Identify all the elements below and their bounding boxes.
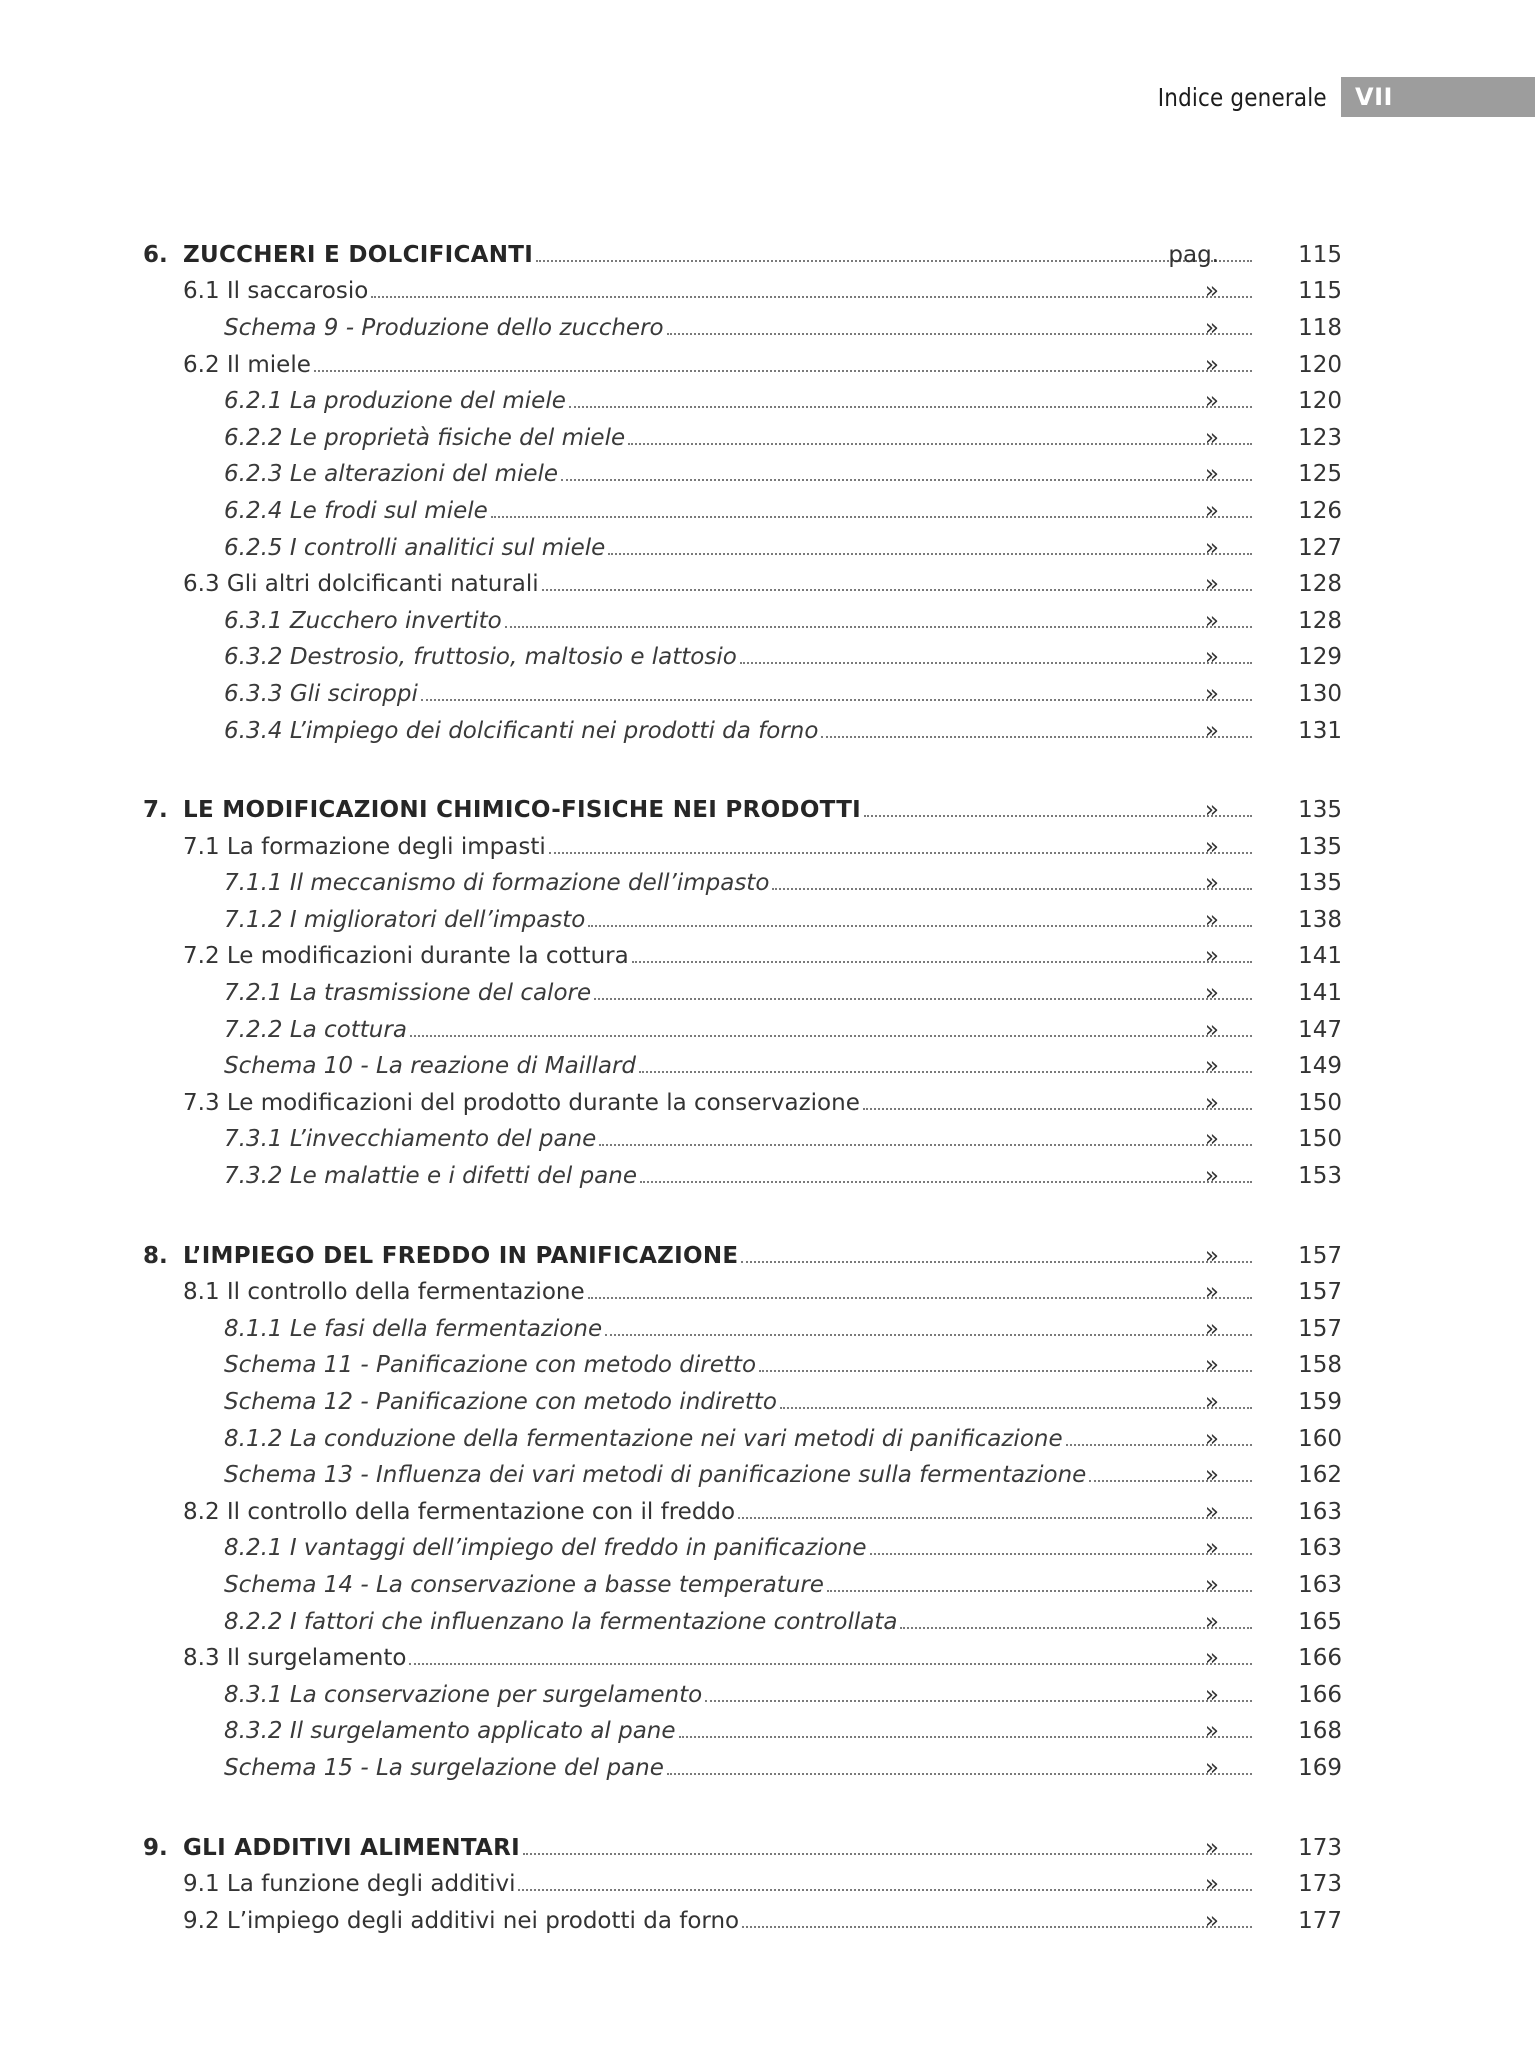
toc-entry-label: Schema 15 - La surgelazione del pane	[224, 1754, 664, 1781]
toc-entry	[183, 1647, 1256, 1670]
toc-entry-label: 6.2.3 Le alterazioni del miele	[224, 461, 559, 488]
dot-leader	[588, 925, 1252, 927]
page-prefix: »	[1204, 1608, 1219, 1635]
page-prefix: »	[1204, 1535, 1219, 1562]
toc-entry-label: LE MODIFICAZIONI CHIMICO-FISICHE NEI PRODOTTI	[183, 797, 862, 824]
dot-leader	[608, 553, 1252, 555]
page-prefix: »	[1204, 980, 1219, 1007]
toc-subsection-row[interactable]	[0, 1421, 1535, 1458]
page-prefix: »	[1204, 314, 1219, 341]
toc-entry	[183, 351, 1256, 378]
page-prefix: »	[1204, 1834, 1219, 1861]
toc-entry	[224, 424, 1256, 451]
toc-entry-label: ZUCCHERI E DOLCIFICANTI	[183, 241, 534, 268]
toc-entry-label: 8.1.2 La conduzione della fermentazione nei vari metodi di panificazione	[224, 1425, 1063, 1452]
dot-leader	[605, 1334, 1252, 1336]
toc-subsection-row[interactable]	[0, 1384, 1535, 1421]
page-number: 166	[1298, 1681, 1342, 1708]
toc-subsection-row[interactable]	[0, 1604, 1535, 1641]
page-number: 141	[1298, 980, 1342, 1007]
running-header-title: Indice generale	[1158, 82, 1328, 112]
toc-entry-label: 8.1 Il controllo della fermentazione	[183, 1279, 585, 1306]
dot-leader	[410, 1035, 1252, 1037]
toc-entry-label: 7.3.1 L’invecchiamento del pane	[224, 1126, 597, 1153]
page-prefix: »	[1204, 424, 1219, 451]
toc-entry	[224, 982, 1256, 1005]
page-number: 115	[1298, 241, 1342, 268]
toc-subsection-row[interactable]	[0, 1531, 1535, 1568]
page-prefix: »	[1204, 351, 1219, 378]
toc-entry-label: 7.1.2 I miglioratori dell’impasto	[224, 906, 586, 933]
toc-entry-label: 6.2.2 Le proprietà fisiche del miele	[224, 424, 626, 451]
dot-leader	[518, 1889, 1252, 1891]
toc-entry	[224, 717, 1256, 744]
page-number-tab: VII	[1341, 77, 1535, 117]
toc-entry-label: 6.3.2 Destrosio, fruttosio, maltosio e lattosio	[224, 644, 737, 671]
dot-leader	[542, 589, 1252, 591]
toc-entry-label: 9.1 La funzione degli additivi	[183, 1871, 516, 1898]
toc-entry-label: 7.3 Le modificazioni del prodotto durante la conservazione	[183, 1089, 860, 1116]
page-number: 128	[1298, 607, 1342, 634]
page-prefix: »	[1204, 534, 1219, 561]
dot-leader	[421, 699, 1252, 701]
toc-entry	[224, 1354, 1256, 1377]
page-number: 163	[1298, 1571, 1342, 1598]
dot-leader	[491, 516, 1252, 518]
dot-leader	[523, 1853, 1252, 1855]
page-prefix: »	[1204, 906, 1219, 933]
toc-subsection-row[interactable]	[0, 310, 1535, 347]
page-prefix: »	[1204, 1681, 1219, 1708]
toc-section-row[interactable]	[0, 1494, 1535, 1531]
page-prefix: pag.	[1168, 241, 1219, 268]
dot-leader	[314, 370, 1252, 372]
toc-subsection-row[interactable]	[0, 1048, 1535, 1085]
toc-subsection-row[interactable]	[0, 420, 1535, 457]
toc-entry	[183, 280, 1256, 303]
toc-entry-label: 6.2.1 La produzione del miele	[224, 388, 566, 415]
page-number: 135	[1298, 870, 1342, 897]
toc-entry	[224, 1165, 1256, 1188]
toc-entry	[224, 1571, 1256, 1598]
toc-entry-label: 7.3.2 Le malattie e i difetti del pane	[224, 1163, 637, 1190]
toc-entry-label: 7.2 Le modificazioni durante la cottura	[183, 943, 629, 970]
toc-entry	[224, 1055, 1256, 1078]
page-number: 135	[1298, 797, 1342, 824]
toc-chapter-title-row[interactable]	[0, 792, 1535, 829]
toc-subsection-row[interactable]	[0, 603, 1535, 640]
page-number: 147	[1298, 1016, 1342, 1043]
toc-entry-label: 9.2 L’impiego degli additivi nei prodotti da forno	[183, 1907, 740, 1934]
toc-entry	[224, 1537, 1256, 1560]
page-number: 150	[1298, 1089, 1342, 1116]
page-prefix: »	[1204, 1425, 1219, 1452]
dot-leader	[409, 1663, 1252, 1665]
chapter-number: 6.	[143, 241, 168, 268]
page-number: 173	[1298, 1871, 1342, 1898]
toc-entry	[224, 1754, 1256, 1781]
page-number: 165	[1298, 1608, 1342, 1635]
toc-entry	[183, 1873, 1256, 1896]
page-prefix: »	[1204, 644, 1219, 671]
chapter-number: 9.	[143, 1834, 168, 1861]
toc-entry	[224, 390, 1256, 413]
toc-entry-label: 6.3 Gli altri dolcificanti naturali	[183, 571, 539, 598]
page-number: 177	[1298, 1907, 1342, 1934]
toc-entry	[224, 497, 1256, 524]
toc-subsection-row[interactable]	[0, 1012, 1535, 1049]
toc-entry	[224, 1391, 1256, 1414]
page-prefix: »	[1204, 1016, 1219, 1043]
page-number: 125	[1298, 461, 1342, 488]
page-prefix: »	[1204, 870, 1219, 897]
toc-entry	[224, 1425, 1256, 1452]
toc-subsection-row[interactable]	[0, 1348, 1535, 1385]
toc-entry-label: 8.3 Il surgelamento	[183, 1645, 407, 1672]
toc-entry	[224, 1016, 1256, 1043]
dot-leader	[371, 296, 1252, 298]
page-prefix: »	[1204, 1352, 1219, 1379]
toc-section-row[interactable]	[0, 274, 1535, 311]
page-prefix: »	[1204, 1498, 1219, 1525]
toc-entry	[183, 945, 1256, 968]
page-prefix: »	[1204, 1571, 1219, 1598]
page-number: 157	[1298, 1315, 1342, 1342]
toc-subsection-row[interactable]	[0, 1677, 1535, 1714]
toc-subsection-row[interactable]	[0, 1158, 1535, 1195]
toc-entry	[224, 906, 1256, 933]
page-prefix: »	[1204, 1163, 1219, 1190]
page-number: 120	[1298, 351, 1342, 378]
toc-entry	[183, 1834, 1256, 1861]
toc-entry-label: 7.1.1 Il meccanismo di formazione dell’impasto	[224, 870, 770, 897]
toc-entry-label: 8.2 Il controllo della fermentazione con il freddo	[183, 1498, 736, 1525]
toc-subsection-row[interactable]	[0, 493, 1535, 530]
toc-chapter	[0, 237, 1535, 749]
toc-entry	[224, 1681, 1256, 1708]
toc-subsection-row[interactable]	[0, 975, 1535, 1012]
page-prefix: »	[1204, 388, 1219, 415]
toc-subsection-row[interactable]	[0, 1567, 1535, 1604]
page-prefix: »	[1204, 1645, 1219, 1672]
page-prefix: »	[1204, 797, 1219, 824]
page-prefix: »	[1204, 461, 1219, 488]
toc-entry-label: 6.3.4 L’impiego dei dolcificanti nei prodotti da forno	[224, 717, 819, 744]
page-prefix: »	[1204, 1242, 1219, 1269]
page-number: 157	[1298, 1242, 1342, 1269]
page-number: 162	[1298, 1462, 1342, 1489]
toc-entry	[183, 799, 1256, 822]
page-number: 135	[1298, 833, 1342, 860]
toc-entry-label: 6.2.4 Le frodi sul miele	[224, 497, 488, 524]
page-number: 120	[1298, 388, 1342, 415]
toc-entry	[183, 1907, 1256, 1934]
page-number: 129	[1298, 644, 1342, 671]
toc-entry-label: Schema 10 - La reazione di Maillard	[224, 1053, 637, 1080]
page-prefix: »	[1204, 1871, 1219, 1898]
toc-subsection-row[interactable]	[0, 457, 1535, 494]
toc-entry	[224, 646, 1256, 669]
page-number: 127	[1298, 534, 1342, 561]
toc-chapter-title-row[interactable]	[0, 1830, 1535, 1867]
toc-entry	[183, 1498, 1256, 1525]
toc-entry-label: GLI ADDITIVI ALIMENTARI	[183, 1834, 520, 1861]
page-prefix: »	[1204, 1718, 1219, 1745]
toc-entry-label: Schema 14 - La conservazione a basse temperature	[224, 1571, 824, 1598]
toc-chapter-title-row[interactable]	[0, 1238, 1535, 1275]
page-prefix: »	[1204, 571, 1219, 598]
page-number: 123	[1298, 424, 1342, 451]
page-number: 173	[1298, 1834, 1342, 1861]
page-number: 131	[1298, 717, 1342, 744]
page-prefix: »	[1204, 1089, 1219, 1116]
page-number: 168	[1298, 1718, 1342, 1745]
toc-subsection-row[interactable]	[0, 1714, 1535, 1751]
toc-entry-label: 7.2.1 La trasmissione del calore	[224, 980, 592, 1007]
dot-leader	[588, 1297, 1252, 1299]
toc-entry-label: 8.1.1 Le fasi della fermentazione	[224, 1315, 603, 1342]
toc-entry	[183, 573, 1256, 596]
toc-subsection-row[interactable]	[0, 1750, 1535, 1787]
page-prefix: »	[1204, 1315, 1219, 1342]
dot-leader	[599, 1144, 1252, 1146]
toc-entry	[224, 1608, 1256, 1635]
toc-subsection-row[interactable]	[0, 902, 1535, 939]
toc-chapter	[0, 1830, 1535, 1940]
toc-entry-label: 8.2.1 I vantaggi dell’impiego del freddo in panificazione	[224, 1535, 867, 1562]
page-prefix: »	[1204, 1126, 1219, 1153]
page-prefix: »	[1204, 1389, 1219, 1416]
toc-entry	[224, 1720, 1256, 1743]
toc-entry	[224, 534, 1256, 561]
toc-entry-label: 7.2.2 La cottura	[224, 1016, 407, 1043]
toc-entry-label: Schema 11 - Panificazione con metodo diretto	[224, 1352, 757, 1379]
page-number: 159	[1298, 1389, 1342, 1416]
page-number: 126	[1298, 497, 1342, 524]
toc-entry	[224, 1464, 1256, 1487]
page-prefix: »	[1204, 1462, 1219, 1489]
page-number: 118	[1298, 314, 1342, 341]
dot-leader	[594, 998, 1252, 1000]
toc-chapter-title-row[interactable]	[0, 237, 1535, 274]
page-prefix: »	[1204, 1279, 1219, 1306]
page-number: 163	[1298, 1498, 1342, 1525]
page-prefix: »	[1204, 607, 1219, 634]
toc-subsection-row[interactable]	[0, 383, 1535, 420]
page-number: 158	[1298, 1352, 1342, 1379]
dot-leader	[549, 852, 1252, 854]
toc-subsection-row[interactable]	[0, 640, 1535, 677]
page-prefix: »	[1204, 833, 1219, 860]
toc-section-row[interactable]	[0, 1274, 1535, 1311]
toc-entry-label: Schema 9 - Produzione dello zucchero	[224, 314, 664, 341]
page-prefix: »	[1204, 1053, 1219, 1080]
toc-subsection-row[interactable]	[0, 1122, 1535, 1159]
toc-entry	[183, 1281, 1256, 1304]
toc-section-row[interactable]	[0, 939, 1535, 976]
page-number: 115	[1298, 278, 1342, 305]
page-number: 153	[1298, 1163, 1342, 1190]
page-number: 141	[1298, 943, 1342, 970]
toc-entry	[183, 833, 1256, 860]
toc-entry-label: 6.2.5 I controlli analitici sul miele	[224, 534, 606, 561]
page-number: 138	[1298, 906, 1342, 933]
toc-entry-label: 8.2.2 I fattori che influenzano la fermentazione controllata	[224, 1608, 898, 1635]
page-prefix: »	[1204, 1754, 1219, 1781]
running-header	[1128, 77, 1535, 117]
toc-section-row[interactable]	[0, 1866, 1535, 1903]
table-of-contents	[0, 237, 1535, 1983]
toc-entry-label: 7.1 La formazione degli impasti	[183, 833, 546, 860]
toc-subsection-row[interactable]	[0, 1457, 1535, 1494]
toc-subsection-row[interactable]	[0, 866, 1535, 903]
toc-entry	[224, 1128, 1256, 1151]
page-number: 166	[1298, 1645, 1342, 1672]
toc-entry	[224, 1315, 1256, 1342]
toc-entry-label: L’IMPIEGO DEL FREDDO IN PANIFICAZIONE	[183, 1242, 739, 1269]
dot-leader	[561, 479, 1252, 481]
toc-subsection-row[interactable]	[0, 713, 1535, 750]
dot-leader	[536, 260, 1252, 262]
page-number: 150	[1298, 1126, 1342, 1153]
toc-entry	[183, 1242, 1256, 1269]
chapter-number: 7.	[143, 797, 168, 824]
toc-entry	[224, 314, 1256, 341]
toc-section-row[interactable]	[0, 1085, 1535, 1122]
toc-section-row[interactable]	[0, 1640, 1535, 1677]
toc-entry-label: Schema 13 - Influenza dei vari metodi di panificazione sulla fermentazione	[224, 1462, 1087, 1489]
page-prefix: »	[1204, 497, 1219, 524]
page-number: 169	[1298, 1754, 1342, 1781]
page-number: 160	[1298, 1425, 1342, 1452]
page-number: 130	[1298, 680, 1342, 707]
dot-leader	[569, 406, 1252, 408]
page-number: 163	[1298, 1535, 1342, 1562]
toc-section-row[interactable]	[0, 829, 1535, 866]
page-number: 157	[1298, 1279, 1342, 1306]
toc-chapter	[0, 792, 1535, 1195]
page-prefix: »	[1204, 680, 1219, 707]
toc-subsection-row[interactable]	[0, 530, 1535, 567]
toc-entry-label: 8.3.1 La conservazione per surgelamento	[224, 1681, 703, 1708]
toc-entry-label: Schema 12 - Panificazione con metodo indiretto	[224, 1389, 777, 1416]
toc-entry-label: 6.2 Il miele	[183, 351, 311, 378]
page-number: 128	[1298, 571, 1342, 598]
dot-leader	[505, 626, 1252, 628]
toc-entry	[224, 680, 1256, 707]
toc-section-row[interactable]	[0, 566, 1535, 603]
page-prefix: »	[1204, 278, 1219, 305]
toc-chapter	[0, 1238, 1535, 1787]
toc-section-row[interactable]	[0, 347, 1535, 384]
toc-entry	[224, 607, 1256, 634]
toc-entry	[183, 241, 1256, 268]
toc-subsection-row[interactable]	[0, 676, 1535, 713]
page-prefix: »	[1204, 1907, 1219, 1934]
toc-entry	[224, 872, 1256, 895]
toc-entry-label: 6.1 Il saccarosio	[183, 278, 369, 305]
page-prefix: »	[1204, 717, 1219, 744]
toc-section-row[interactable]	[0, 1903, 1535, 1940]
toc-entry	[183, 1089, 1256, 1116]
toc-entry-label: 8.3.2 Il surgelamento applicato al pane	[224, 1718, 676, 1745]
chapter-number: 8.	[143, 1242, 168, 1269]
page-prefix: »	[1204, 943, 1219, 970]
toc-entry-label: 6.3.1 Zucchero invertito	[224, 607, 502, 634]
toc-entry-label: 6.3.3 Gli sciroppi	[224, 680, 418, 707]
page-number: 149	[1298, 1053, 1342, 1080]
toc-entry	[224, 463, 1256, 486]
toc-subsection-row[interactable]	[0, 1311, 1535, 1348]
